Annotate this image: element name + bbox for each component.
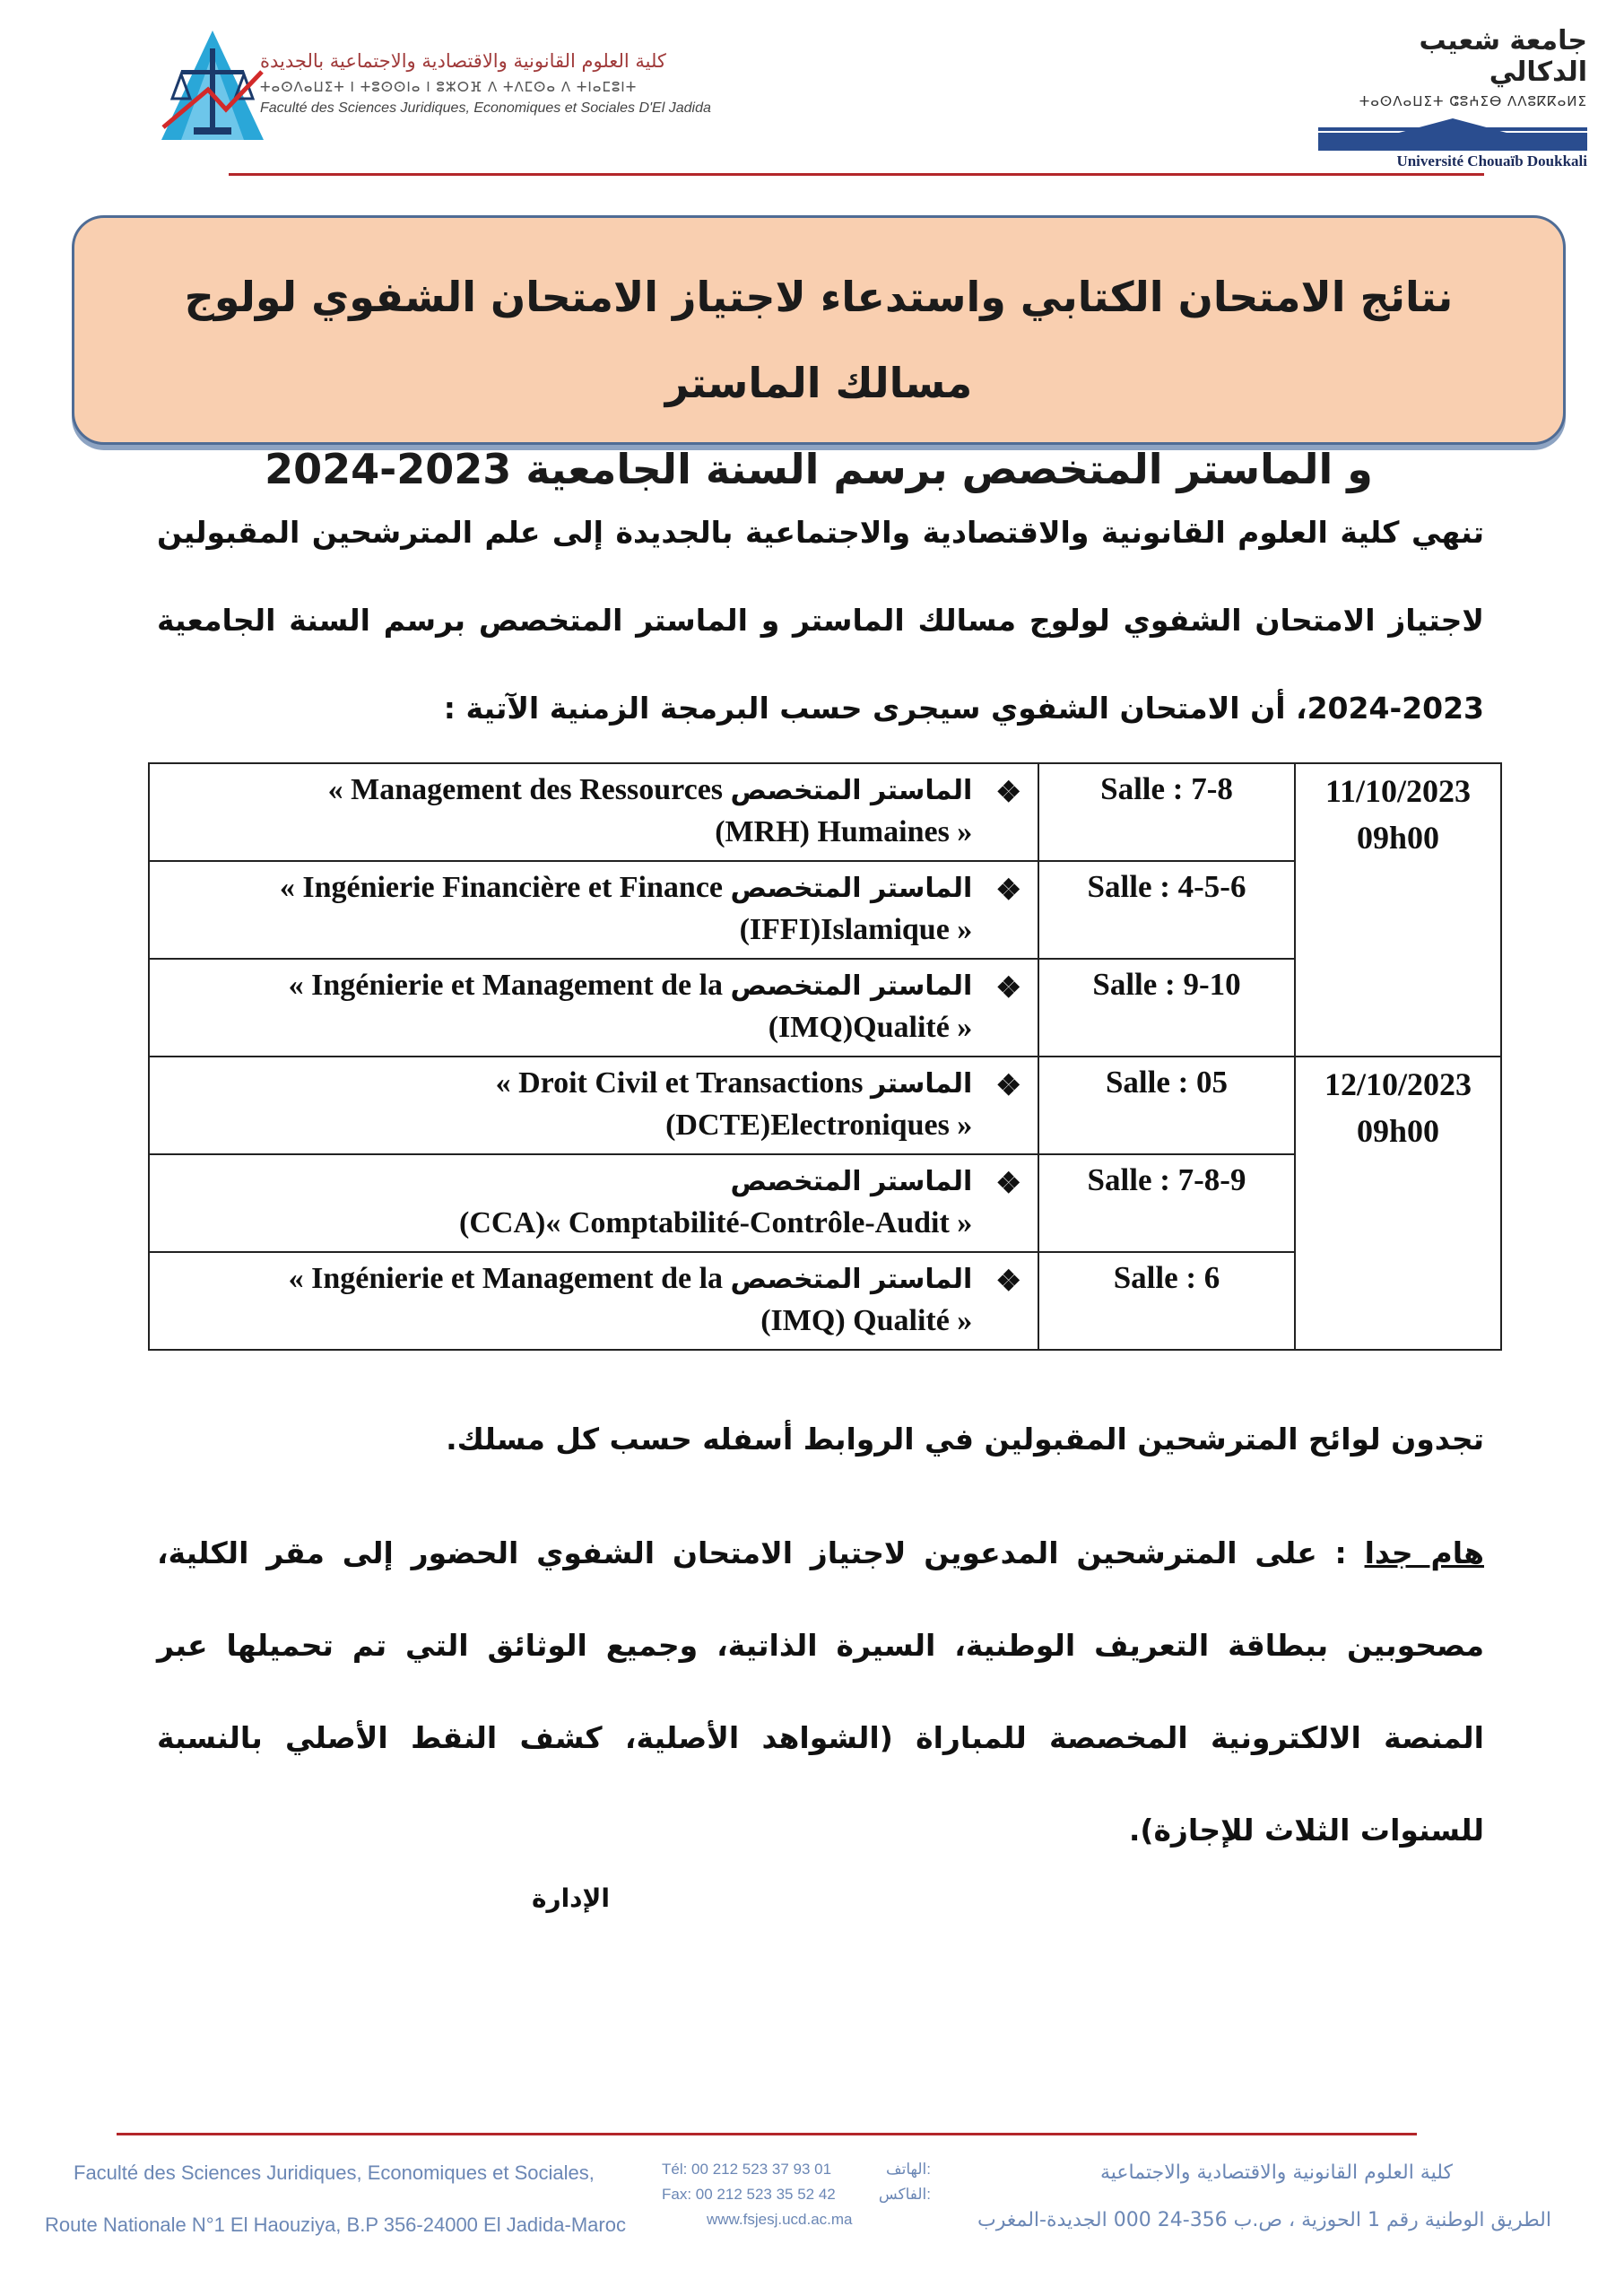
date-cell <box>1295 1057 1501 1350</box>
room-cell: Salle : 7-8 <box>1038 763 1295 861</box>
program-type-ar: الماستر المتخصص <box>730 1166 973 1197</box>
faculty-emblem-icon <box>154 27 271 144</box>
program-type-ar: الماستر المتخصص <box>730 970 973 1002</box>
room-cell: Salle : 05 <box>1038 1057 1295 1154</box>
bullet-icon: ❖ <box>995 874 1021 906</box>
table-row <box>149 1057 1501 1154</box>
exam-time: 09h00 <box>1356 820 1440 856</box>
university-logo <box>1318 25 1587 170</box>
faculty-name-fr: Faculté des Sciences Juridiques, Economiques et Sociales D'El Jadida <box>260 100 711 116</box>
program-type-ar: الماستر المتخصص <box>730 775 973 806</box>
room-cell: Salle : 9-10 <box>1038 959 1295 1057</box>
links-note: تجدون لوائح المترشحين المقبولين في الروابط أسفله حسب كل مسلك. <box>446 1422 1484 1457</box>
faculty-name-tifinagh: ⵜⴰⵙⴷⴰⵡⵉⵜ ⵏ ⵜⵓⵙⵙⵏⴰ ⵏ ⵓⵣⵔⴼ ⴷ ⵜⴷⵎⵙⴰ ⴷ ⵜⵏⴰⵎⵓⵏⵜ <box>260 79 638 95</box>
faculty-name-ar: كلية العلوم القانونية والاقتصادية والاجتماعية بالجديدة <box>260 50 666 72</box>
program-type-ar: الماستر <box>870 1068 973 1100</box>
program-code: (MRH) Humaines » <box>715 815 973 848</box>
program-french-name: « Ingénierie et Management de la <box>288 1262 724 1295</box>
footer-tel-label: الهاتف: <box>886 2161 931 2178</box>
footer-ar-line-1: كلية العلوم القانونية والاقتصادية والاجتماعية <box>1100 2161 1453 2184</box>
exam-date: 11/10/2023 <box>1324 773 1472 809</box>
signature: الإدارة <box>531 1883 610 1913</box>
exam-time: 09h00 <box>1356 1113 1440 1149</box>
page-title <box>110 254 1527 512</box>
bullet-icon: ❖ <box>995 776 1021 808</box>
title-line-2: و الماستر المتخصص برسم السنة الجامعية 2023-2024 <box>265 445 1373 493</box>
room-cell: Salle : 6 <box>1038 1252 1295 1350</box>
university-emblem-icon <box>1318 115 1587 151</box>
important-label: هام جدا <box>1364 1535 1484 1570</box>
room-cell: Salle : 4-5-6 <box>1038 861 1295 959</box>
program-french-name: « Management des Ressources <box>327 773 724 806</box>
footer-website-link[interactable]: www.fsjesj.ucd.ac.ma <box>707 2211 853 2228</box>
program-type-ar: الماستر المتخصص <box>730 873 973 904</box>
table-row <box>149 763 1501 861</box>
bullet-icon: ❖ <box>995 1069 1021 1101</box>
room-cell: Salle : 7-8-9 <box>1038 1154 1295 1252</box>
program-french-name: « Ingénierie et Management de la <box>288 969 724 1002</box>
footer-fr-line-1: Faculté des Sciences Juridiques, Economiques et Sociales, <box>74 2161 595 2184</box>
header-divider <box>229 173 1484 176</box>
faculty-logo <box>154 27 711 148</box>
program-code: (IMQ)Qualité » <box>768 1011 973 1044</box>
title-box <box>72 215 1566 493</box>
program-french-name: « Droit Civil et Transactions <box>495 1066 864 1100</box>
university-name-ar: جامعة شعيب الدكالي <box>1419 25 1587 88</box>
title-line-1: نتائج الامتحان الكتابي واستدعاء لاجتياز الامتحان الشفوي لولوج مسالك الماستر <box>184 273 1454 407</box>
program-french-name: « Ingénierie Financière et Finance <box>279 871 724 904</box>
date-cell <box>1295 763 1501 1057</box>
university-name-tifinagh: ⵜⴰⵙⴷⴰⵡⵉⵜ ⵛⵓⵄⵉⴱ ⴷⴷⵓⴽⴽⴰⵍⵉ <box>1359 93 1587 109</box>
program-cell <box>149 1252 1038 1350</box>
exam-date: 12/10/2023 <box>1324 1066 1472 1102</box>
important-text: : على المترشحين المدعوين لاجتياز الامتحان الشفوي الحضور إلى مقر الكلية، مصحوبين ببطاقة التعريف الوطنية، السيرة الذاتية، وجميع الوثائق التي تم تحميلها عبر المنصة الالكترونية المخصصة للمباراة (الشواهد الأصلية، كشف النقط الأصلي بالنسبة للسنوات الثلاث للإجازة). <box>157 1535 1484 1848</box>
bullet-icon: ❖ <box>995 1265 1021 1297</box>
program-code: (IFFI)Islamique » <box>739 913 973 946</box>
university-name-fr: Université Chouaïb Doukkali <box>1396 152 1587 170</box>
footer-address-ar <box>968 2161 1551 2257</box>
footer-ar-line-2: الطريق الوطنية رقم 1 الحوزية ، ص.ب 356-24 000 الجديدة-المغرب <box>977 2209 1551 2231</box>
footer-fr-line-2: Route Nationale N°1 El Haouziya, B.P 356-24000 El Jadida-Maroc <box>45 2213 626 2236</box>
bullet-icon: ❖ <box>995 1167 1021 1199</box>
bullet-icon: ❖ <box>995 971 1021 1004</box>
schedule-table <box>148 762 1502 1351</box>
program-code: (CCA)« Comptabilité-Contrôle-Audit » <box>459 1206 973 1239</box>
footer-fax-label: الفاكس: <box>878 2186 931 2203</box>
important-notice <box>157 1507 1484 1876</box>
program-cell <box>149 1154 1038 1252</box>
intro-paragraph: تنهي كلية العلوم القانونية والاقتصادية والاجتماعية بالجديدة إلى علم المترشحين المقبولين لاجتياز الامتحان الشفوي لولوج مسالك الماستر و الماستر المتخصص برسم السنة الجامعية 2023-2024، أن الامتحان الشفوي سيجرى حسب البرمجة الزمنية الآتية : <box>157 515 1484 726</box>
program-cell <box>149 1057 1038 1154</box>
footer-contact <box>662 2157 931 2232</box>
footer-address-fr <box>45 2161 628 2266</box>
program-type-ar: الماستر المتخصص <box>730 1264 973 1295</box>
program-code: (IMQ) Qualité » <box>760 1304 973 1337</box>
program-cell <box>149 959 1038 1057</box>
program-cell <box>149 861 1038 959</box>
footer-tel: Tél: 00 212 523 37 93 01 <box>662 2161 832 2178</box>
program-code: (DCTE)Electroniques » <box>665 1109 973 1142</box>
footer-fax: Fax: 00 212 523 35 52 42 <box>662 2186 836 2203</box>
footer-divider <box>117 2133 1417 2135</box>
program-cell <box>149 763 1038 861</box>
